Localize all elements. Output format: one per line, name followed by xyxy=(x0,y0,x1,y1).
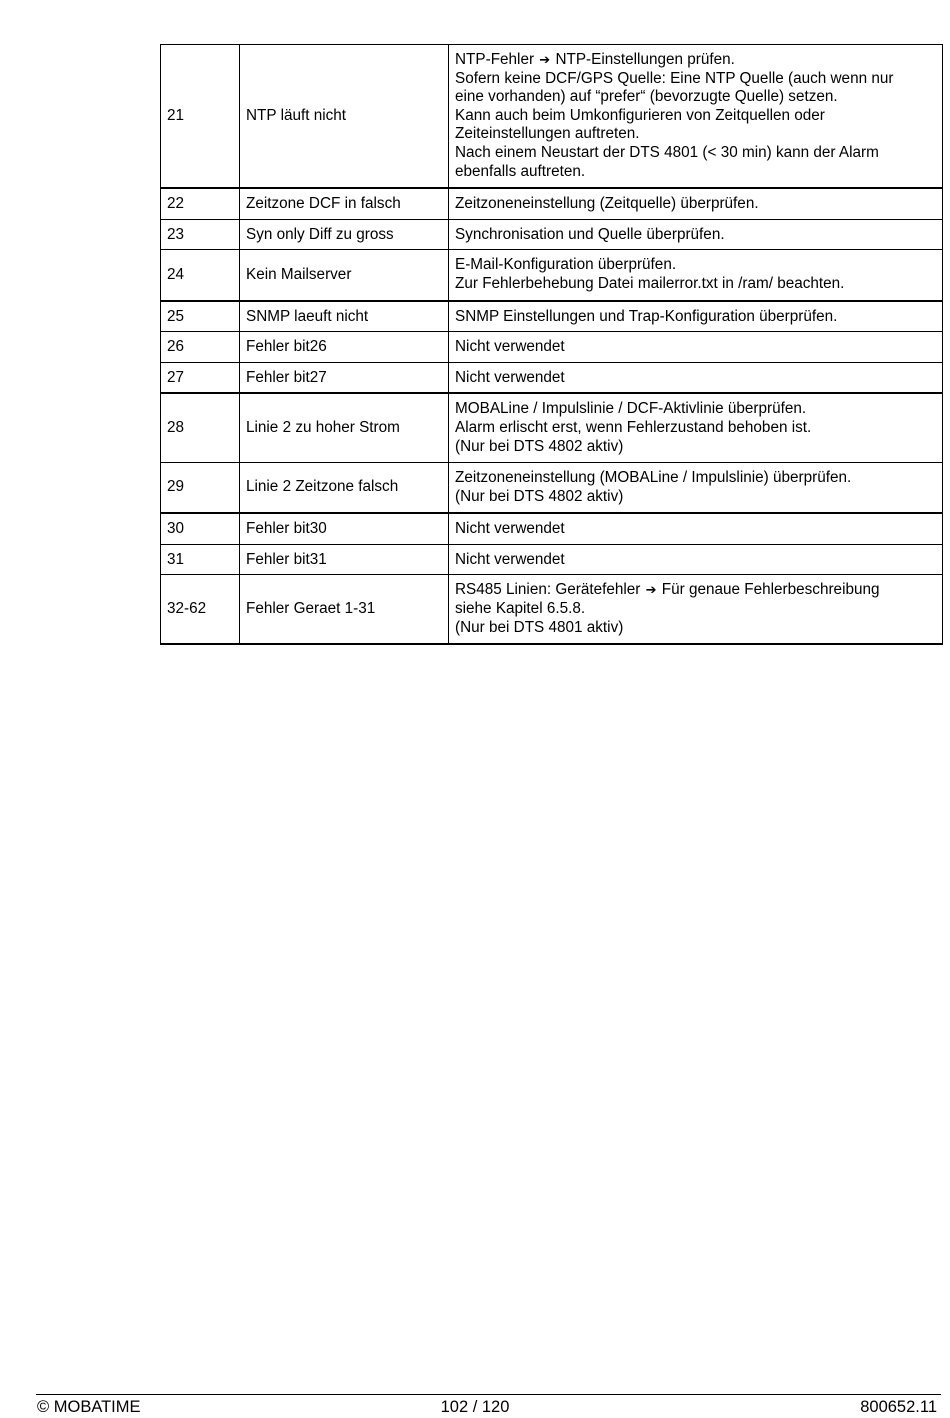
table-row xyxy=(161,250,943,301)
alarm-name-cell: Kein Mailserver xyxy=(240,250,449,301)
description-line xyxy=(455,70,936,89)
table-row xyxy=(161,219,943,250)
description-line xyxy=(455,600,936,619)
description-text: Für genaue Fehlerbeschreibung xyxy=(657,581,880,599)
table-row xyxy=(161,463,943,514)
alarm-code-cell: 23 xyxy=(161,219,240,250)
description-line xyxy=(455,520,936,539)
alarm-description-cell xyxy=(449,513,943,544)
description-line xyxy=(455,226,936,245)
alarm-description-cell xyxy=(449,575,943,644)
description-text: eine vorhanden) auf “prefer“ (bevorzugte Quelle) setzen. xyxy=(455,88,838,106)
alarm-code-cell: 25 xyxy=(161,301,240,332)
alarm-code-cell: 28 xyxy=(161,393,240,462)
alarm-code-cell: 21 xyxy=(161,45,240,189)
description-text: ebenfalls auftreten. xyxy=(455,162,586,180)
alarm-code-table-body xyxy=(161,45,943,645)
alarm-name-cell: Fehler bit26 xyxy=(240,332,449,363)
alarm-code-cell: 26 xyxy=(161,332,240,363)
alarm-description-cell xyxy=(449,332,943,363)
alarm-name-cell: Linie 2 Zeitzone falsch xyxy=(240,463,449,514)
description-text: siehe Kapitel 6.5.8. xyxy=(455,600,586,618)
description-text: Zeiteinstellungen auftreten. xyxy=(455,125,640,143)
table-row xyxy=(161,332,943,363)
description-line xyxy=(455,369,936,388)
description-text: Zeitzoneneinstellung (Zeitquelle) überprüfen. xyxy=(455,195,759,213)
alarm-code-cell: 29 xyxy=(161,463,240,514)
description-text: Alarm erlischt erst, wenn Fehlerzustand behoben ist. xyxy=(455,418,812,436)
alarm-name-cell: Linie 2 zu hoher Strom xyxy=(240,393,449,462)
description-text: Nach einem Neustart der DTS 4801 (< 30 min) kann der Alarm xyxy=(455,143,879,161)
footer-copyright: © MOBATIME xyxy=(37,1398,141,1416)
description-text: SNMP Einstellungen und Trap-Konfiguration überprüfen. xyxy=(455,307,838,325)
table-row xyxy=(161,188,943,219)
description-text: (Nur bei DTS 4802 aktiv) xyxy=(455,437,624,455)
description-text: Kann auch beim Umkonfigurieren von Zeitquellen oder xyxy=(455,106,825,124)
table-row xyxy=(161,393,943,462)
description-line xyxy=(455,163,936,182)
description-line xyxy=(455,419,936,438)
description-text: (Nur bei DTS 4802 aktiv) xyxy=(455,487,624,505)
alarm-name-cell: Fehler bit27 xyxy=(240,362,449,393)
description-text: Nicht verwendet xyxy=(455,338,565,356)
table-row xyxy=(161,362,943,393)
alarm-name-cell: Zeitzone DCF in falsch xyxy=(240,188,449,219)
table-row xyxy=(161,513,943,544)
alarm-code-table xyxy=(160,44,943,645)
description-text: Zeitzoneneinstellung (MOBALine / Impulslinie) überprüfen. xyxy=(455,469,852,487)
alarm-description-cell xyxy=(449,393,943,462)
description-line xyxy=(455,469,936,488)
description-line xyxy=(455,51,936,70)
description-line xyxy=(455,144,936,163)
description-text: RS485 Linien: Gerätefehler xyxy=(455,581,645,599)
alarm-name-cell: Fehler bit31 xyxy=(240,544,449,575)
description-text: NTP-Einstellungen prüfen. xyxy=(551,51,735,68)
alarm-code-cell: 27 xyxy=(161,362,240,393)
description-line xyxy=(455,619,936,638)
description-line xyxy=(455,107,936,126)
description-line xyxy=(455,488,936,507)
alarm-code-cell: 32-62 xyxy=(161,575,240,644)
description-line xyxy=(455,551,936,570)
description-text: (Nur bei DTS 4801 aktiv) xyxy=(455,618,624,636)
footer-document-number: 800652.11 xyxy=(860,1398,937,1416)
alarm-name-cell: Fehler bit30 xyxy=(240,513,449,544)
description-line xyxy=(455,581,936,600)
description-text: NTP-Fehler xyxy=(455,51,539,68)
alarm-description-cell xyxy=(449,463,943,514)
description-text: Nicht verwendet xyxy=(455,520,565,538)
table-row xyxy=(161,301,943,332)
description-line xyxy=(455,438,936,457)
table-row xyxy=(161,544,943,575)
alarm-description-cell xyxy=(449,544,943,575)
alarm-code-cell: 30 xyxy=(161,513,240,544)
footer-page-number: 102 / 120 xyxy=(440,1398,510,1416)
alarm-description-cell xyxy=(449,219,943,250)
description-text: MOBALine / Impulslinie / DCF-Aktivlinie überprüfen. xyxy=(455,400,807,418)
description-text: Nicht verwendet xyxy=(455,550,565,568)
description-line xyxy=(455,125,936,144)
description-line xyxy=(455,256,936,275)
table-row xyxy=(161,575,943,644)
alarm-description-cell xyxy=(449,45,943,189)
alarm-description-cell xyxy=(449,188,943,219)
description-text: Nicht verwendet xyxy=(455,368,565,386)
alarm-code-cell: 22 xyxy=(161,188,240,219)
alarm-code-cell: 31 xyxy=(161,544,240,575)
description-text: Synchronisation und Quelle überprüfen. xyxy=(455,225,725,243)
table-row xyxy=(161,45,943,189)
alarm-name-cell: Fehler Geraet 1-31 xyxy=(240,575,449,644)
description-line xyxy=(455,308,936,327)
right-arrow-icon: ➔ xyxy=(645,582,657,598)
alarm-name-cell: NTP läuft nicht xyxy=(240,45,449,189)
description-text: Zur Fehlerbehebung Datei mailerror.txt in /ram/ beachten. xyxy=(455,274,845,292)
alarm-name-cell: SNMP laeuft nicht xyxy=(240,301,449,332)
description-text: E-Mail-Konfiguration überprüfen. xyxy=(455,256,677,274)
description-line xyxy=(455,88,936,107)
alarm-code-cell: 24 xyxy=(161,250,240,301)
description-text: Sofern keine DCF/GPS Quelle: Eine NTP Quelle (auch wenn nur xyxy=(455,69,894,87)
footer-divider xyxy=(36,1394,941,1395)
alarm-name-cell: Syn only Diff zu gross xyxy=(240,219,449,250)
alarm-description-cell xyxy=(449,250,943,301)
description-line xyxy=(455,275,936,294)
right-arrow-icon: ➔ xyxy=(539,52,551,67)
alarm-description-cell xyxy=(449,301,943,332)
alarm-description-cell xyxy=(449,362,943,393)
description-line xyxy=(455,338,936,357)
description-line xyxy=(455,400,936,419)
description-line xyxy=(455,195,936,214)
